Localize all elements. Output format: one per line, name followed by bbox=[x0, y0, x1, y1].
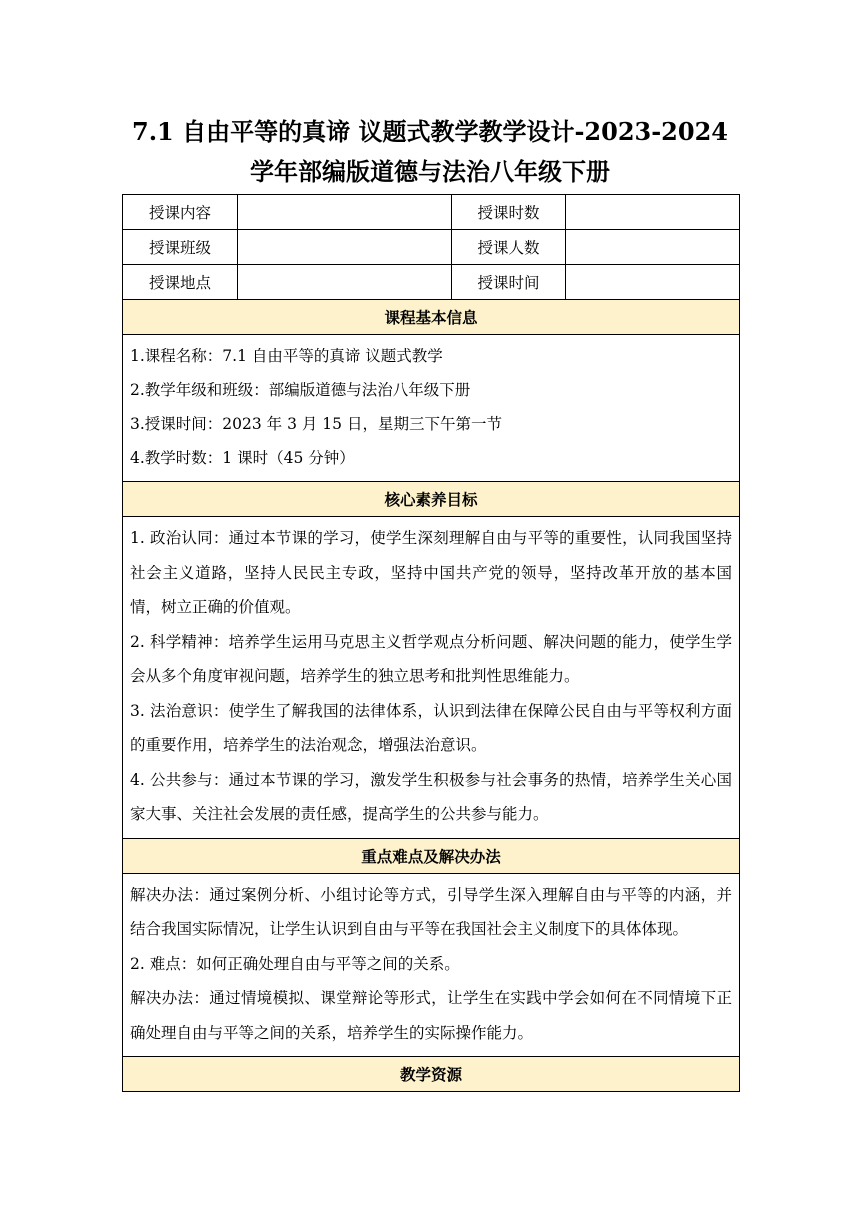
label-student-count: 授课人数 bbox=[452, 230, 566, 265]
value-location bbox=[238, 265, 452, 300]
label-teaching-hours: 授课时数 bbox=[452, 195, 566, 230]
label-teaching-content: 授课内容 bbox=[123, 195, 238, 230]
core-goals-content bbox=[123, 517, 740, 839]
core-goal-item: 1. 政治认同：通过本节课的学习，使学生深刻理解自由与平等的重要性，认同我国坚持社会主义道路，坚持人民民主专政，坚持中国共产党的领导，坚持改革开放的基本国情，树立正确的价值观。 bbox=[130, 529, 732, 616]
section-heading-core-goals: 核心素养目标 bbox=[123, 482, 740, 517]
section-heading-resources: 教学资源 bbox=[123, 1057, 740, 1092]
key-point-item: 2. 难点：如何正确处理自由与平等之间的关系。 bbox=[130, 954, 460, 973]
info-row bbox=[123, 195, 740, 230]
core-goal-item: 2. 科学精神：培养学生运用马克思主义哲学观点分析问题、解决问题的能力，使学生学会从多个角度审视问题，培养学生的独立思考和批判性思维能力。 bbox=[130, 632, 732, 685]
key-points-content bbox=[123, 873, 740, 1057]
basic-info-item: 1.课程名称：7.1 自由平等的真谛 议题式教学 bbox=[130, 347, 443, 365]
value-student-count bbox=[566, 230, 740, 265]
core-goal-item: 3. 法治意识：使学生了解我国的法律体系，认识到法律在保障公民自由与平等权利方面的重要作用，培养学生的法治观念，增强法治意识。 bbox=[130, 701, 732, 754]
value-time bbox=[566, 265, 740, 300]
label-location: 授课地点 bbox=[123, 265, 238, 300]
document-title bbox=[0, 112, 860, 192]
title-line-1: 7.1 自由平等的真谛 议题式教学教学设计-2023-2024 bbox=[132, 117, 728, 146]
value-teaching-hours bbox=[566, 195, 740, 230]
basic-info-content bbox=[123, 335, 740, 482]
info-row bbox=[123, 230, 740, 265]
key-point-item: 解决办法：通过案例分析、小组讨论等方式，引导学生深入理解自由与平等的内涵，并结合我国实际情况，让学生认识到自由与平等在我国社会主义制度下的具体体现。 bbox=[130, 885, 732, 938]
section-heading-key-points: 重点难点及解决办法 bbox=[123, 838, 740, 873]
basic-info-item: 2.教学年级和班级：部编版道德与法治八年级下册 bbox=[130, 381, 471, 399]
title-line-2: 学年部编版道德与法治八年级下册 bbox=[250, 157, 610, 186]
label-class: 授课班级 bbox=[123, 230, 238, 265]
info-row bbox=[123, 265, 740, 300]
basic-info-item: 4.教学时数：1 课时（45 分钟） bbox=[130, 449, 355, 467]
value-class bbox=[238, 230, 452, 265]
basic-info-item: 3.授课时间：2023 年 3 月 15 日，星期三下午第一节 bbox=[130, 415, 502, 433]
lesson-plan-table bbox=[122, 194, 740, 1092]
core-goal-item: 4. 公共参与：通过本节课的学习，激发学生积极参与社会事务的热情，培养学生关心国家大事、关注社会发展的责任感，提高学生的公共参与能力。 bbox=[130, 770, 732, 823]
section-heading-basic-info: 课程基本信息 bbox=[123, 300, 740, 335]
label-time: 授课时间 bbox=[452, 265, 566, 300]
key-point-item: 解决办法：通过情境模拟、课堂辩论等形式，让学生在实践中学会如何在不同情境下正确处理自由与平等之间的关系，培养学生的实际操作能力。 bbox=[130, 989, 732, 1042]
value-teaching-content bbox=[238, 195, 452, 230]
